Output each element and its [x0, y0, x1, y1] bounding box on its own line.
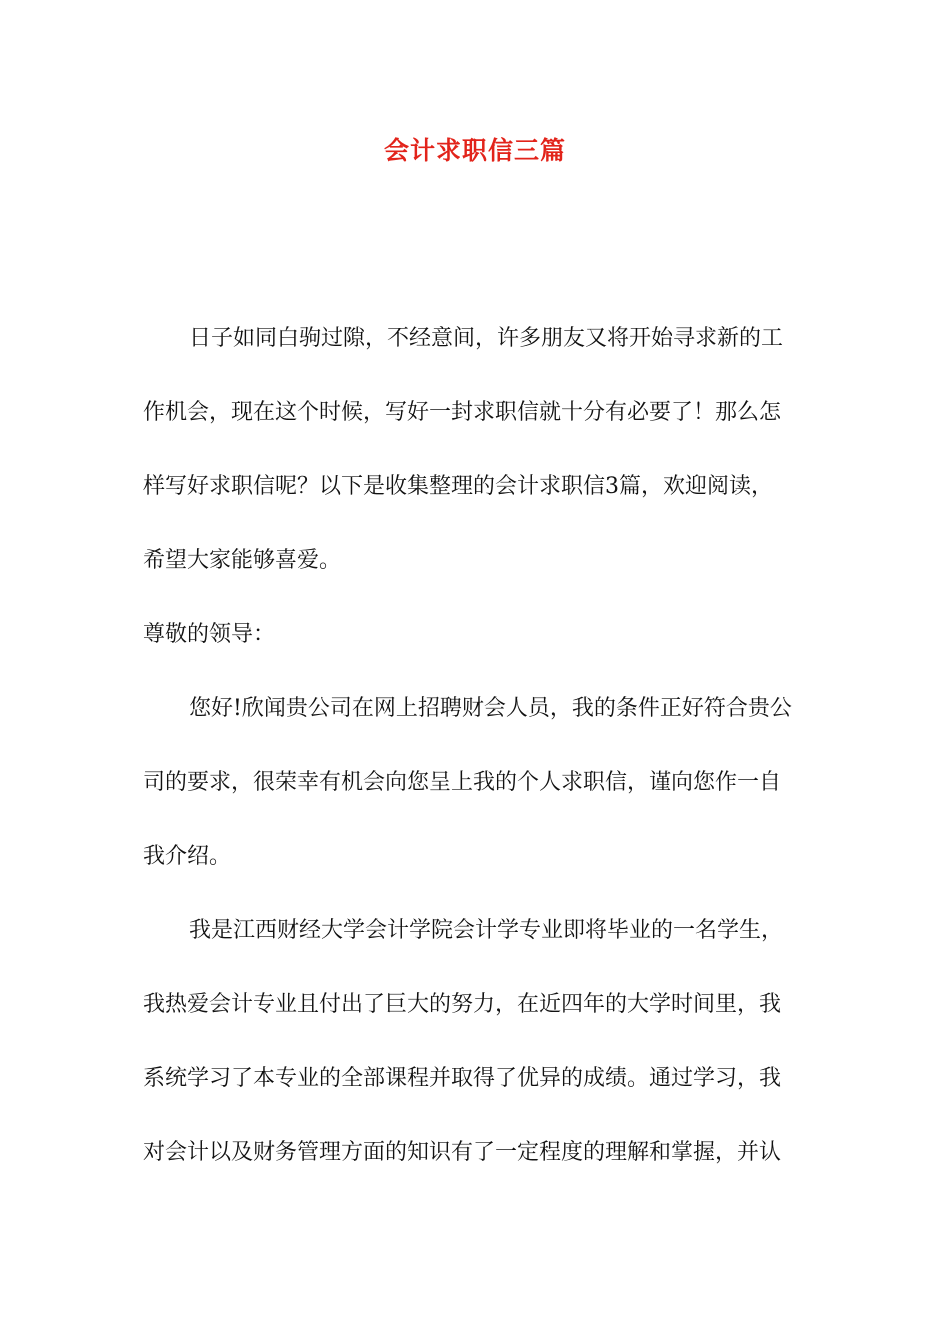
salutation: 尊敬的领导：: [143, 622, 276, 647]
document-body: [143, 302, 807, 1190]
document-title: 会计求职信三篇: [383, 136, 566, 165]
paragraph-line: 您好!欣闻贵公司在网上招聘财会人员，我的条件正好符合贵公: [189, 696, 792, 721]
paragraph-line: 我是江西财经大学会计学院会计学专业即将毕业的一名学生，: [189, 918, 784, 943]
paragraph-line: 系统学习了本专业的全部课程并取得了优异的成绩。通过学习，我: [143, 1066, 782, 1091]
paragraph-line: 我热爱会计专业且付出了巨大的努力，在近四年的大学时间里，我: [143, 992, 782, 1017]
paragraph-line: 司的要求，很荣幸有机会向您呈上我的个人求职信，谨向您作一自: [143, 770, 782, 795]
intro-line: 希望大家能够喜爱。: [143, 548, 342, 573]
intro-line: 作机会，现在这个时候，写好一封求职信就十分有必要了！那么怎: [143, 400, 782, 425]
intro-line: 样写好求职信呢？以下是收集整理的会计求职信3篇，欢迎阅读，: [143, 474, 773, 499]
paragraph-line: 我介绍。: [143, 844, 232, 869]
paragraph-line: 对会计以及财务管理方面的知识有了一定程度的理解和掌握，并认: [143, 1140, 782, 1165]
intro-line: 日子如同白驹过隙，不经意间，许多朋友又将开始寻求新的工: [189, 326, 784, 351]
